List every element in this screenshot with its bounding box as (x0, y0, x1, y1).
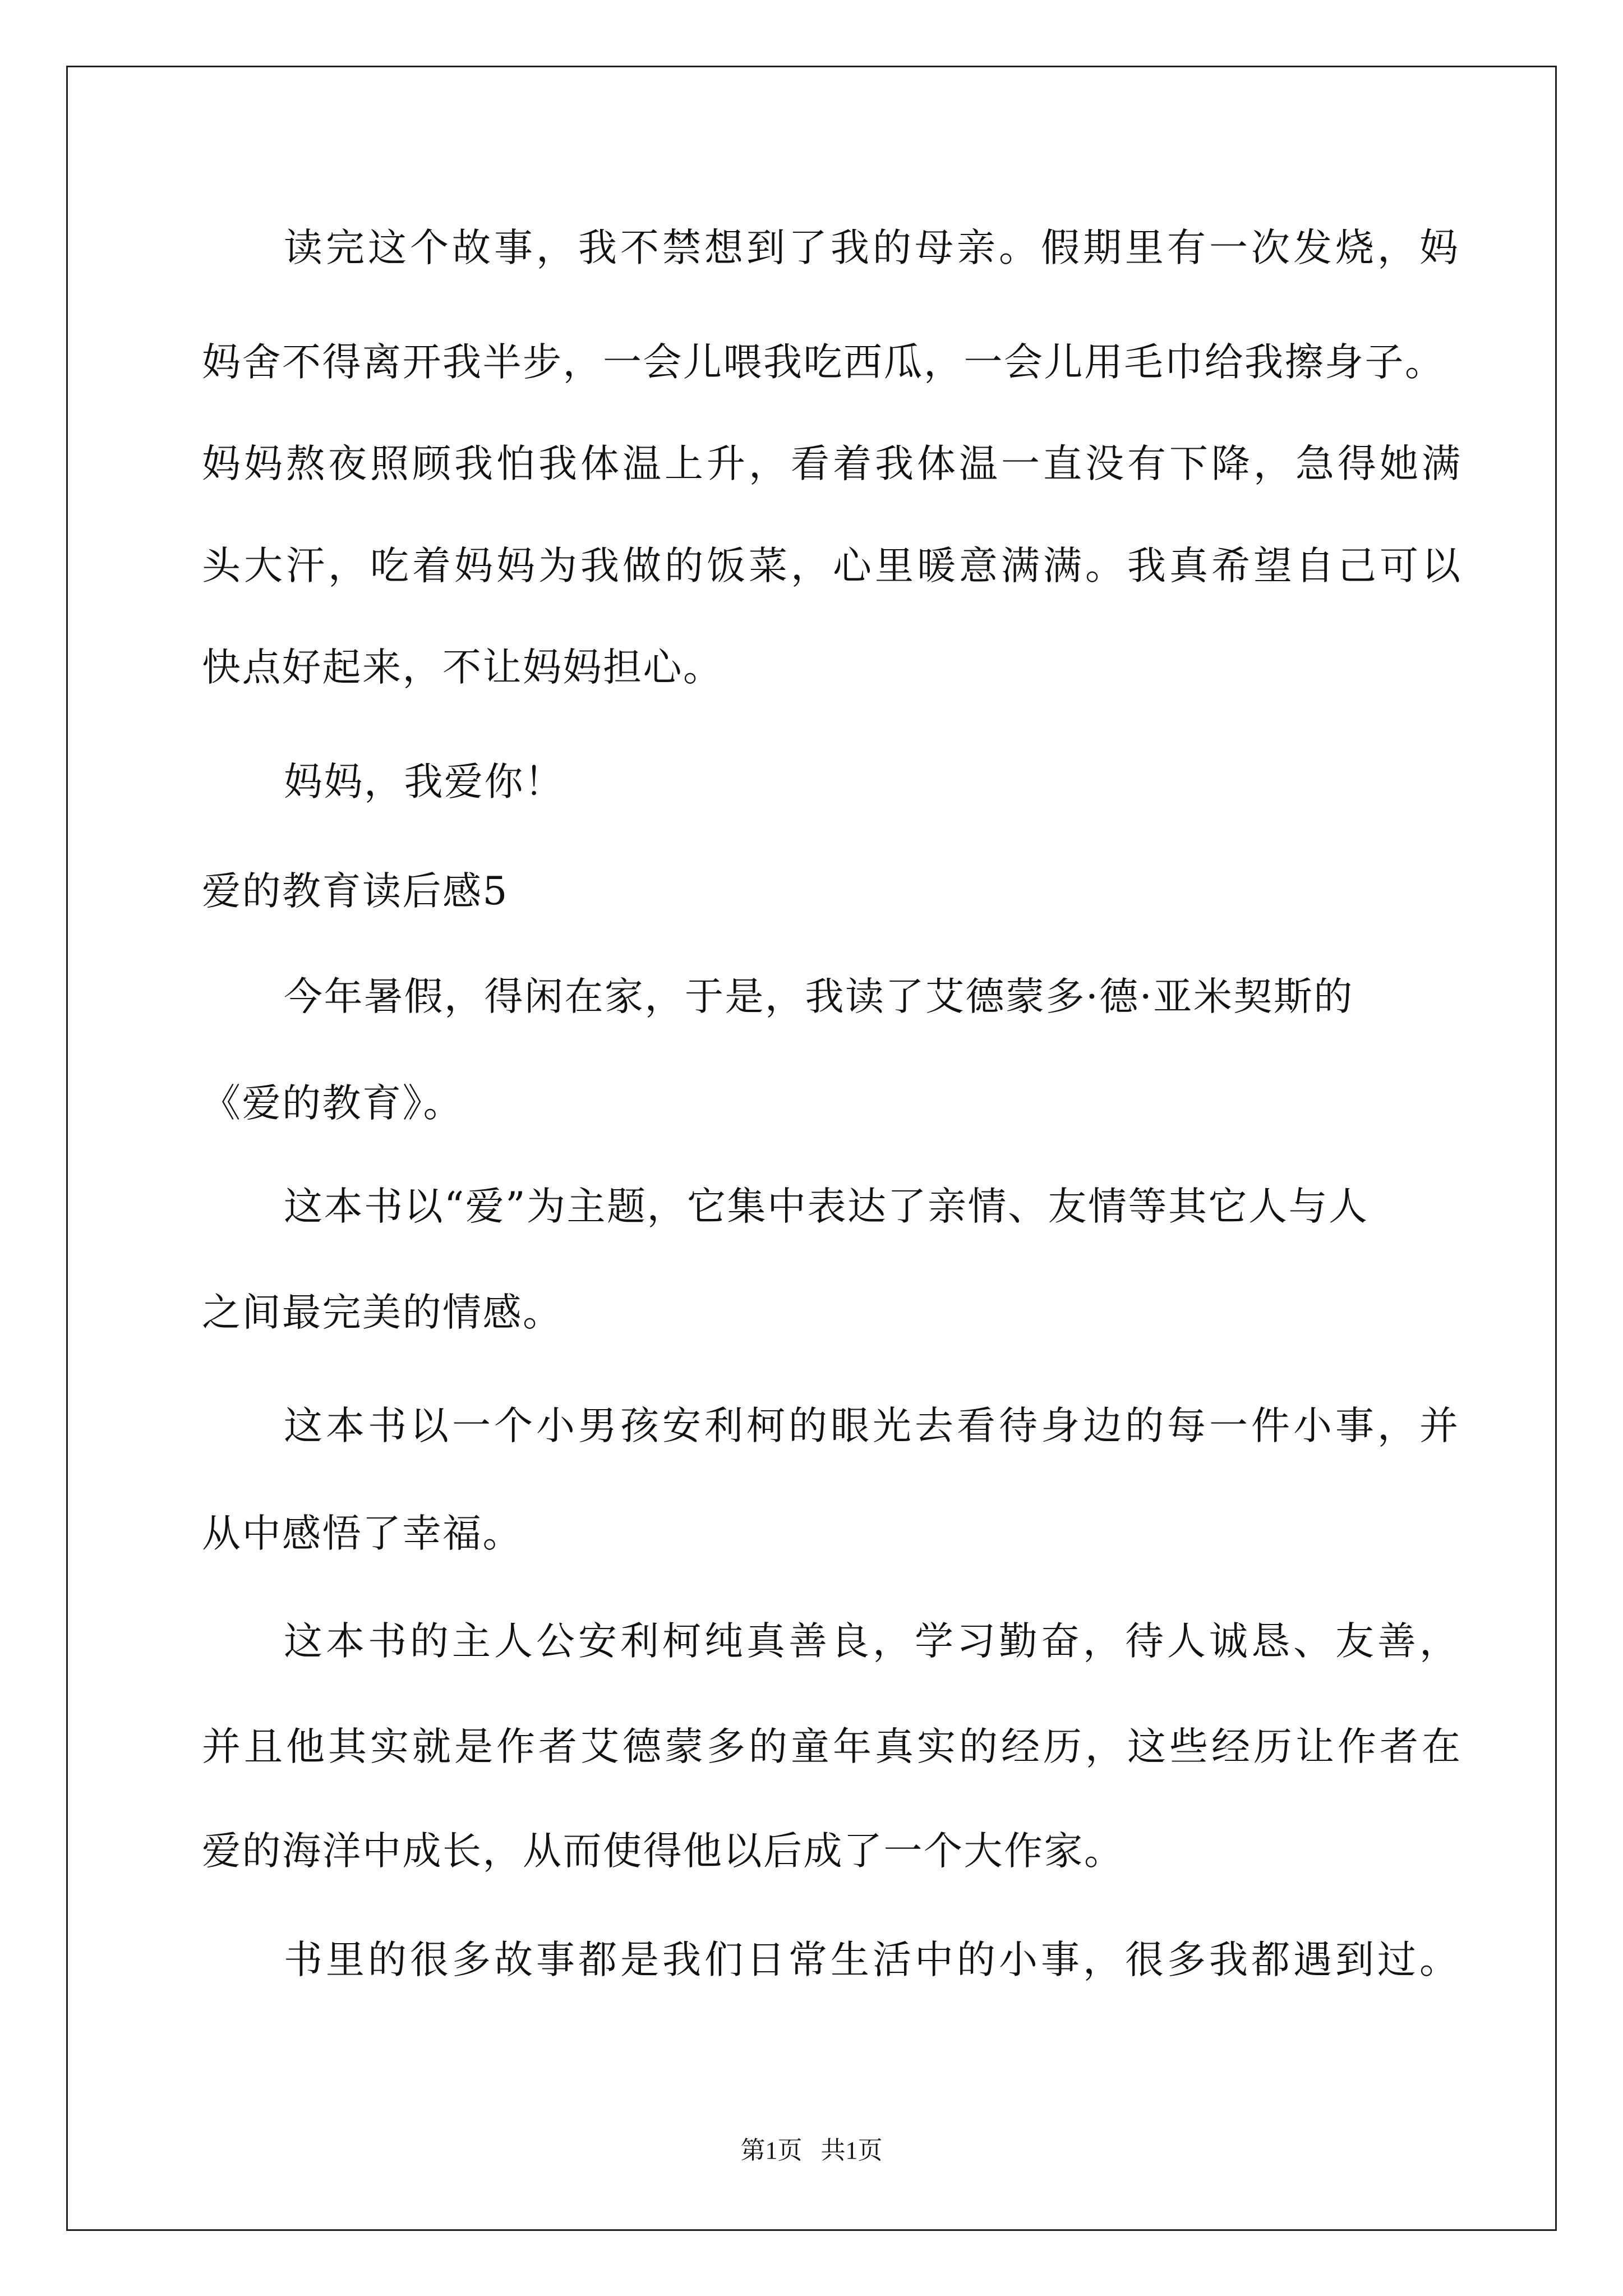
paragraph-6-line-1: 这本书的主人公安利柯纯真善良，学习勤奋，待人诚恳、友善， (284, 1619, 1461, 1664)
page-border (66, 66, 1557, 2231)
section-heading: 爱的教育读后感5 (202, 869, 509, 914)
paragraph-2-line-1: 妈妈，我爱你！ (284, 760, 565, 804)
paragraph-1-line-2: 妈舍不得离开我半步，一会儿喂我吃西瓜，一会儿用毛巾给我擦身子。 (202, 340, 1445, 385)
paragraph-7-line-1: 书里的很多故事都是我们日常生活中的小事，很多我都遇到过。 (284, 1938, 1461, 1982)
paragraph-6-line-3: 爱的海洋中成长，从而使得他以后成了一个大作家。 (202, 1829, 1124, 1874)
paragraph-1-line-4: 头大汗，吃着妈妈为我做的饭菜，心里暖意满满。我真希望自己可以 (202, 544, 1464, 588)
paragraph-3-line-2: 《爱的教育》。 (202, 1081, 463, 1126)
page-number-footer: 第1页 共1页 (740, 2137, 883, 2164)
paragraph-3-line-1: 今年暑假，得闲在家，于是，我读了艾德蒙多·德·亚米契斯的 (284, 974, 1354, 1019)
paragraph-1-line-3: 妈妈熬夜照顾我怕我体温上升，看着我体温一直没有下降，急得她满 (202, 441, 1464, 486)
paragraph-1-line-1: 读完这个故事，我不禁想到了我的母亲。假期里有一次发烧，妈 (284, 226, 1461, 270)
paragraph-6-line-2: 并且他其实就是作者艾德蒙多的童年真实的经历，这些经历让作者在 (202, 1724, 1464, 1769)
paragraph-4-line-2: 之间最完美的情感。 (202, 1290, 563, 1335)
paragraph-5-line-1: 这本书以一个小男孩安利柯的眼光去看待身边的每一件小事，并 (284, 1404, 1461, 1448)
paragraph-5-line-2: 从中感悟了幸福。 (202, 1511, 523, 1556)
paragraph-1-line-5: 快点好起来，不让妈妈担心。 (202, 645, 723, 690)
paragraph-4-line-1: 这本书以“爱”为主题，它集中表达了亲情、友情等其它人与人 (284, 1184, 1369, 1229)
